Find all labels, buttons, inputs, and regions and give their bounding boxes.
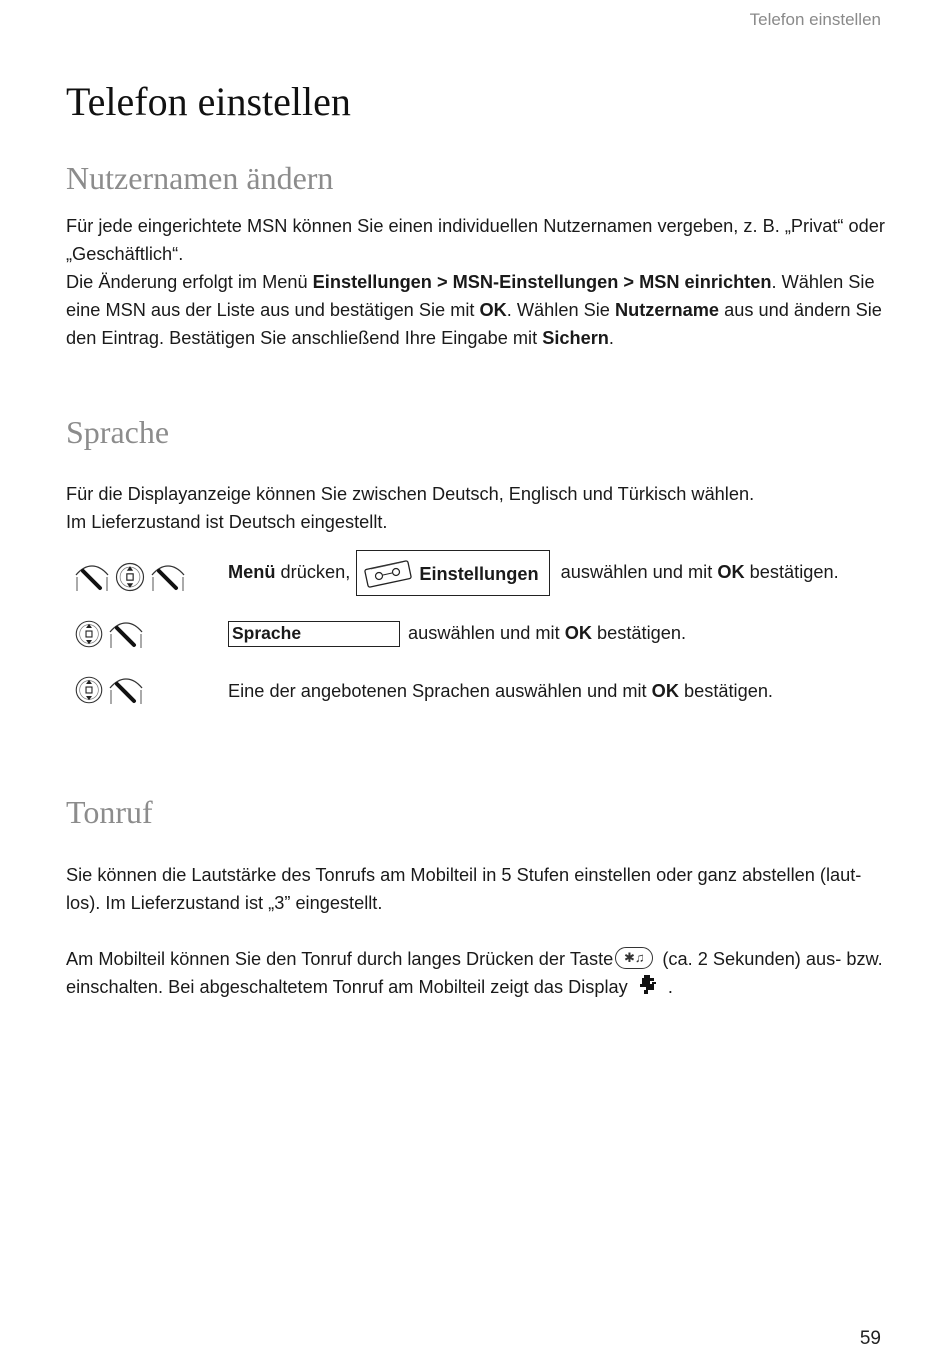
call-key-icon bbox=[106, 670, 146, 710]
page-title: Telefon einstellen bbox=[66, 79, 351, 124]
step-1-text: Menü drücken, Einstellungen auswählen und mit OK bestätigen. bbox=[228, 550, 839, 596]
section-heading-sprache: Sprache bbox=[66, 414, 170, 450]
page-number: 59 bbox=[859, 1328, 881, 1349]
sprache-paragraph: Für die Displayanzeige können Sie zwischen Deutsch, Englisch und Türkisch wählen. Im Lieferzustand ist Deutsch eingestellt. bbox=[66, 484, 755, 532]
nutzernamen-paragraph-1: Für jede eingerichtete MSN können Sie einen individuellen Nutzernamen vergeben, z. B. „Privat“ oder „Geschäftlich“. bbox=[66, 216, 885, 264]
navigation-key-icon bbox=[72, 670, 106, 710]
menu-path: Einstellungen > MSN-Einstellungen > MSN einrichten bbox=[312, 272, 772, 292]
step-2-icons bbox=[72, 614, 146, 654]
call-key-icon bbox=[72, 557, 112, 597]
ringer-off-icon bbox=[633, 973, 663, 997]
settings-tape-icon bbox=[363, 559, 415, 589]
call-key-icon bbox=[106, 614, 146, 654]
tonruf-paragraph-1: Sie können die Lautstärke des Tonrufs am Mobilteil in 5 Stufen einstellen oder ganz abstellen (laut-los). Im Lieferzustand ist „3” eingestellt. bbox=[66, 865, 862, 913]
navigation-key-icon bbox=[72, 614, 106, 654]
section-heading-tonruf: Tonruf bbox=[66, 794, 153, 830]
step-2-text: Sprache auswählen und mit OK bestätigen. bbox=[228, 619, 686, 647]
nutzernamen-paragraph-2: Die Änderung erfolgt im Menü Einstellungen > MSN-Einstellungen > MSN einrichten. Wählen Sie eine MSN aus der Liste aus und bestätigen Sie mit OK. Wählen Sie Nutzername aus und ändern Sie den Eintrag. Bestätigen Sie anschließend Ihre Eingabe mit Sichern. bbox=[66, 272, 882, 348]
section-heading-nutzernamen: Nutzernamen ändern bbox=[66, 160, 334, 196]
step-1-icons bbox=[72, 557, 188, 597]
star-key-icon: ✱♫ bbox=[615, 947, 653, 969]
navigation-key-icon bbox=[112, 557, 148, 597]
menu-item-einstellungen: Einstellungen bbox=[356, 550, 549, 596]
display-field-sprache: Sprache bbox=[228, 621, 400, 647]
step-3-text: Eine der angebotenen Sprachen auswählen und mit OK bestätigen. bbox=[228, 681, 773, 701]
call-key-icon bbox=[148, 557, 188, 597]
running-header: Telefon einstellen bbox=[749, 10, 881, 29]
step-3-icons bbox=[72, 670, 146, 710]
tonruf-paragraph-2: Am Mobilteil können Sie den Tonruf durch langes Drücken der Taste ✱♫ (ca. 2 Sekunden) aus- bzw. einschalten. Bei abgeschaltetem Tonruf am Mobilteil zeigt das Display . bbox=[66, 949, 883, 998]
